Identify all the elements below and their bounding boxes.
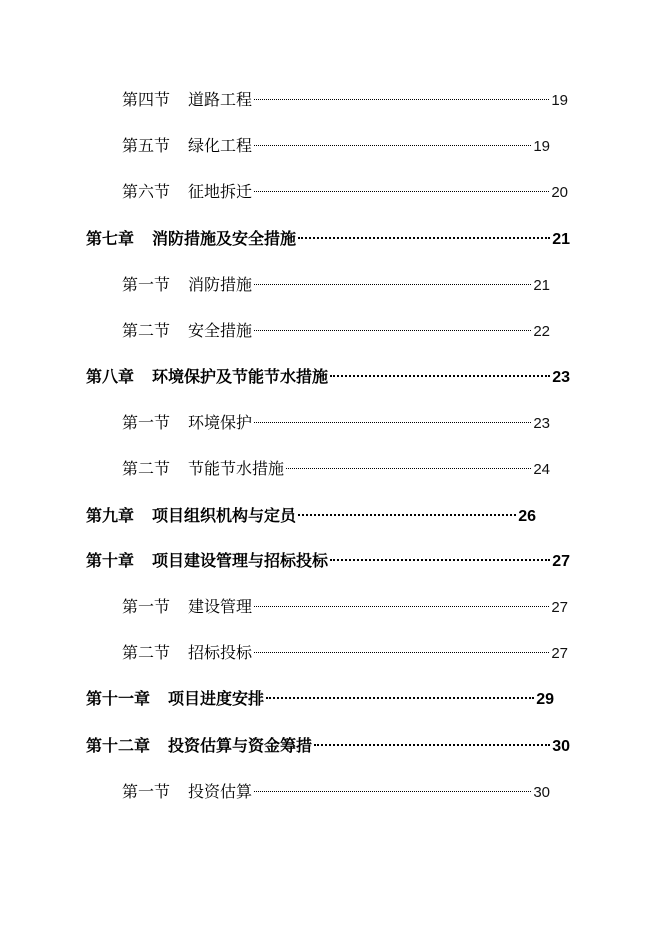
toc-entry-title: 征地拆迁 (188, 182, 253, 201)
toc-entry[interactable] (86, 549, 570, 573)
toc-entry-page: 22 (533, 323, 550, 340)
toc-entry-number: 第五节 (122, 136, 171, 155)
toc-entry-number: 第一节 (122, 782, 171, 801)
toc-entry[interactable] (122, 273, 550, 297)
toc-entry-number: 第二节 (122, 643, 171, 662)
toc-entry-title: 投资估算与资金筹措 (168, 736, 313, 755)
toc-entry-page: 21 (533, 277, 550, 294)
toc-entry-title: 项目建设管理与招标投标 (152, 551, 329, 570)
toc-entry-title: 消防措施及安全措施 (152, 229, 297, 248)
toc-entry[interactable] (86, 504, 536, 528)
toc-entry[interactable] (122, 780, 550, 804)
toc-entry-title: 安全措施 (188, 321, 253, 340)
toc-entry-title: 环境保护及节能节水措施 (152, 367, 329, 386)
dot-leader (298, 237, 550, 239)
toc-entry-title: 投资估算 (188, 782, 253, 801)
toc-entry-number: 第七章 (86, 229, 135, 248)
toc-entry-page: 27 (551, 645, 568, 662)
toc-entry-page: 27 (551, 599, 568, 616)
dot-leader (266, 697, 534, 699)
toc-entry-number: 第八章 (86, 367, 135, 386)
dot-leader (254, 145, 531, 146)
toc-entry-page: 23 (552, 369, 570, 386)
toc-entry-title: 项目组织机构与定员 (152, 506, 297, 525)
toc-entry-page: 24 (533, 461, 550, 478)
toc-entry[interactable] (86, 734, 570, 758)
toc-entry[interactable] (122, 180, 568, 204)
toc-entry[interactable] (86, 365, 570, 389)
dot-leader (254, 99, 549, 100)
toc-entry-page: 30 (552, 738, 570, 755)
toc-entry-number: 第二节 (122, 321, 171, 340)
toc-entry-page: 21 (552, 231, 570, 248)
toc-entry[interactable] (122, 319, 550, 343)
toc-entry-page: 26 (518, 508, 536, 525)
toc-entry-title: 项目进度安排 (168, 689, 265, 708)
toc-entry-number: 第一节 (122, 275, 171, 294)
toc-entry-number: 第十章 (86, 551, 135, 570)
toc-entry-page: 19 (551, 92, 568, 109)
toc-entry-page: 29 (536, 691, 554, 708)
toc-entry-page: 19 (533, 138, 550, 155)
toc-entry-number: 第十二章 (86, 736, 151, 755)
toc-entry[interactable] (122, 411, 550, 435)
toc-entry[interactable] (122, 457, 550, 481)
toc-entry-number: 第一节 (122, 597, 171, 616)
toc-entry-number: 第四节 (122, 90, 171, 109)
toc-entry-page: 20 (551, 184, 568, 201)
dot-leader (254, 284, 531, 285)
toc-entry-title: 绿化工程 (188, 136, 253, 155)
toc-entry-page: 27 (552, 553, 570, 570)
toc-entry[interactable] (86, 227, 570, 251)
toc-entry-title: 节能节水措施 (188, 459, 285, 478)
dot-leader (330, 375, 550, 377)
toc-entry-title: 环境保护 (188, 413, 253, 432)
toc-entry-number: 第十一章 (86, 689, 151, 708)
dot-leader (254, 791, 531, 792)
dot-leader (254, 191, 549, 192)
toc-entry-title: 建设管理 (188, 597, 253, 616)
dot-leader (254, 652, 549, 653)
toc-entry-title: 消防措施 (188, 275, 253, 294)
toc-entry-number: 第一节 (122, 413, 171, 432)
toc-entry-number: 第六节 (122, 182, 171, 201)
toc-entry-title: 招标投标 (188, 643, 253, 662)
dot-leader (254, 606, 549, 607)
toc-entry[interactable] (122, 88, 568, 112)
toc-entry[interactable] (122, 134, 550, 158)
toc-entry-page: 23 (533, 415, 550, 432)
dot-leader (254, 330, 531, 331)
toc-entry-title: 道路工程 (188, 90, 253, 109)
toc-entry[interactable] (122, 641, 568, 665)
toc-entry-page: 30 (533, 784, 550, 801)
toc-entry-number: 第九章 (86, 506, 135, 525)
dot-leader (254, 422, 531, 423)
toc-entry[interactable] (86, 687, 554, 711)
dot-leader (286, 468, 531, 469)
toc-entry-number: 第二节 (122, 459, 171, 478)
dot-leader (298, 514, 516, 516)
dot-leader (314, 744, 550, 746)
toc-entry[interactable] (122, 595, 568, 619)
dot-leader (330, 559, 550, 561)
